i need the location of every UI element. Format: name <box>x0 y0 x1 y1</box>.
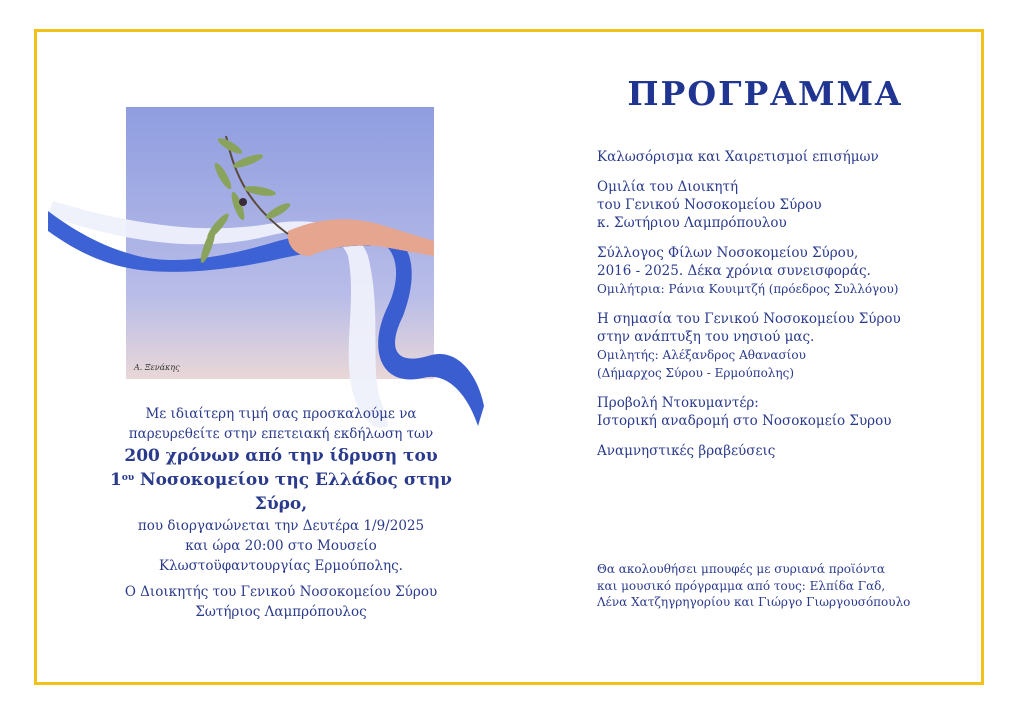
invitation-line: που διοργανώνεται την Δευτέρα 1/9/2025 <box>137 518 425 534</box>
program-item-speaker: Ομιλητής: Αλέξανδρος Αθανασίου <box>597 348 806 362</box>
invitation-line: Με ιδιαίτερη τιμή σας προσκαλούμε να <box>145 406 417 422</box>
invitation-line: και ώρα 20:00 στο Μουσείο <box>185 538 377 554</box>
program-item-line: Η σημασία του Γενικού Νοσοκομείου Σύρου <box>597 311 901 327</box>
program-title: ΠΡΟΓΡΑΜΜΑ <box>627 74 903 113</box>
program-item-speaker: (Δήμαρχος Σύρου - Ερμούπολης) <box>597 366 795 380</box>
program-item <box>597 310 957 382</box>
program-item-line: Αναμνηστικές βραβεύσεις <box>597 443 776 459</box>
director-title: Ο Διοικητής του Γενικού Νοσοκομείου Σύρου <box>124 584 438 600</box>
program-list <box>597 148 957 472</box>
ordinal-number: 1 <box>110 470 122 490</box>
director-name: Σωτήριος Λαμπρόπουλος <box>195 604 367 620</box>
closing-line: και μουσικό πρόγραμμα από τους: Ελπίδα Γαδ, <box>597 578 886 593</box>
program-item-line: Ιστορική αναδρομή στο Νοσοκομείο Συρου <box>597 413 892 429</box>
invitation-line: Κλωστοϋφαντουργίας Ερμούπολης. <box>159 558 403 574</box>
program-item-line: Καλωσόρισμα και Χαιρετισμοί επισήμων <box>597 149 879 165</box>
program-item-line: Ομιλία του Διοικητή <box>597 179 739 195</box>
program-item <box>597 442 957 460</box>
invitation-text <box>96 404 466 576</box>
invitation-highlight-rest: Νοσοκομείου της Ελλάδος στην Σύρο, <box>134 470 452 514</box>
program-item <box>597 244 957 298</box>
invitation-highlight: 200 χρόνων από την ίδρυση του <box>124 446 438 466</box>
program-item-line: Προβολή Ντοκυμαντέρ: <box>597 395 759 411</box>
olive-branch-painting <box>48 106 486 436</box>
invitation-highlight <box>96 468 466 516</box>
program-item <box>597 178 957 232</box>
program-item <box>597 148 957 166</box>
program-item-line: Σύλλογος Φίλων Νοσοκομείου Σύρου, <box>597 245 859 261</box>
program-closing-note <box>597 561 957 611</box>
program-item-line: στην ανάπτυξη του νησιού μας. <box>597 329 815 345</box>
program-item-speaker: Ομιλήτρια: Ράνια Κουιμτζή (πρόεδρος Συλλόγου) <box>597 282 899 296</box>
program-item-line: κ. Σωτήριου Λαμπρόπουλου <box>597 215 787 231</box>
program-item <box>597 394 957 430</box>
painting-signature: Α. Ξενάκης <box>134 363 180 372</box>
invitation-line: παρευρεθείτε στην επετειακή εκδήλωση των <box>128 426 434 442</box>
program-item-line: του Γενικού Νοσοκομείου Σύρου <box>597 197 822 213</box>
program-item-line: 2016 - 2025. Δέκα χρόνια συνεισφοράς. <box>597 263 871 279</box>
closing-line: Θα ακολουθήσει μπουφές με συριανά προϊόντα <box>597 562 885 576</box>
closing-line: Λένα Χατζηγρηγορίου και Γιώργο Γιωργουσόπουλο <box>597 595 911 609</box>
ordinal-suffix: ου <box>121 473 135 483</box>
director-signature <box>96 582 466 622</box>
